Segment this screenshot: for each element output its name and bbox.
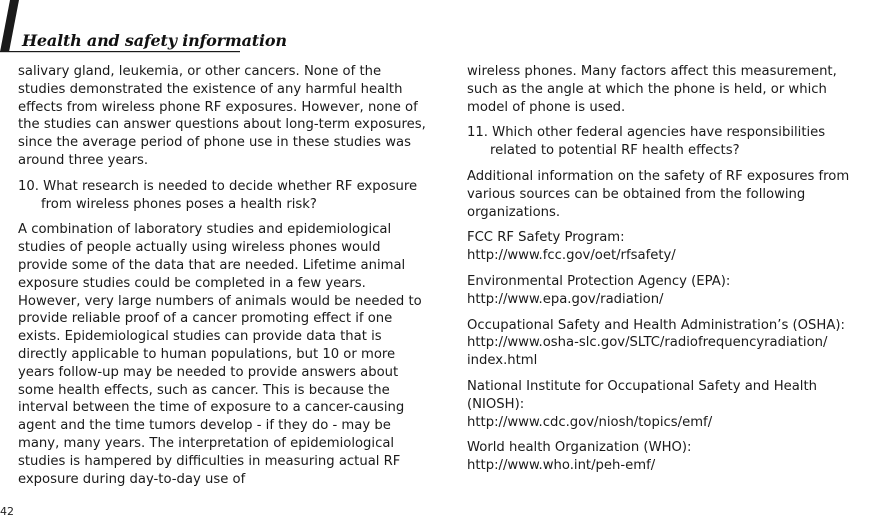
- paragraph: wireless phones. Many factors affect this measurement, such as the angle at which the phone is held, or which model of phone is used.: [467, 64, 837, 115]
- page-title: Health and safety information: [22, 31, 287, 50]
- org-entry: [467, 317, 869, 370]
- paragraph: A combination of laboratory studies and epidemiological studies of people actually using wireless phones would provide some of the data that are needed. Lifetime animal exposure studies could be completed in a few years. However, very large numbers of animals would be needed to provide reliable proof of a cancer promoting effect if one exists. Epidemiological studies can provide data that is directly applicable to human populations, but 10 or more years follow-up may be needed to provide answers about some health effects, such as cancer. This is because the interval between the time of exposure to a cancer-causing agent and the time tumors develop - if they do - may be many, many years. The interpretation of epidemiological studies is hampered by difficulties in measuring actual RF exposure during day-to-day use of: [18, 222, 422, 487]
- org-name: Environmental Protection Agency (EPA):: [467, 273, 731, 289]
- org-name: Occupational Safety and Health Administration’s (OSHA):: [467, 317, 845, 333]
- org-name: World health Organization (WHO):: [467, 440, 692, 456]
- org-url-link[interactable]: http://www.cdc.gov/niosh/topics/emf/: [467, 414, 713, 430]
- left-column: [18, 63, 426, 496]
- right-column: [467, 63, 869, 483]
- org-name: National Institute for Occupational Safety and Health (NIOSH):: [467, 378, 817, 412]
- org-name: FCC RF Safety Program:: [467, 230, 625, 246]
- page-number: 42: [0, 505, 14, 518]
- org-url-link[interactable]: http://www.fcc.gov/oet/rfsafety/: [467, 248, 676, 264]
- question-heading: 10. What research is needed to decide whether RF exposure from wireless phones poses a health risk?: [18, 178, 418, 212]
- header-slash-graphic: [0, 0, 869, 60]
- org-entry: [467, 439, 869, 475]
- org-url-link[interactable]: http://www.who.int/peh-emf/: [467, 458, 656, 474]
- question-heading: 11. Which other federal agencies have responsibilities related to potential RF health effects?: [467, 125, 826, 159]
- paragraph: salivary gland, leukemia, or other cancers. None of the studies demonstrated the existence of any harmful health effects from wireless phone RF exposures. However, none of the studies can answer questions about long-term exposures, since the average period of phone use in these studies was around three years.: [18, 64, 426, 168]
- org-url-link[interactable]: http://www.epa.gov/radiation/: [467, 291, 664, 307]
- paragraph: Additional information on the safety of RF exposures from various sources can be obtained from the following organizations.: [467, 168, 850, 220]
- org-entry: [467, 229, 869, 265]
- org-entry: [467, 378, 869, 431]
- page-header: [0, 0, 869, 60]
- org-entry: [467, 273, 869, 309]
- org-url-link[interactable]: http://www.osha-slc.gov/SLTC/radiofrequencyradiation/ index.html: [467, 335, 828, 369]
